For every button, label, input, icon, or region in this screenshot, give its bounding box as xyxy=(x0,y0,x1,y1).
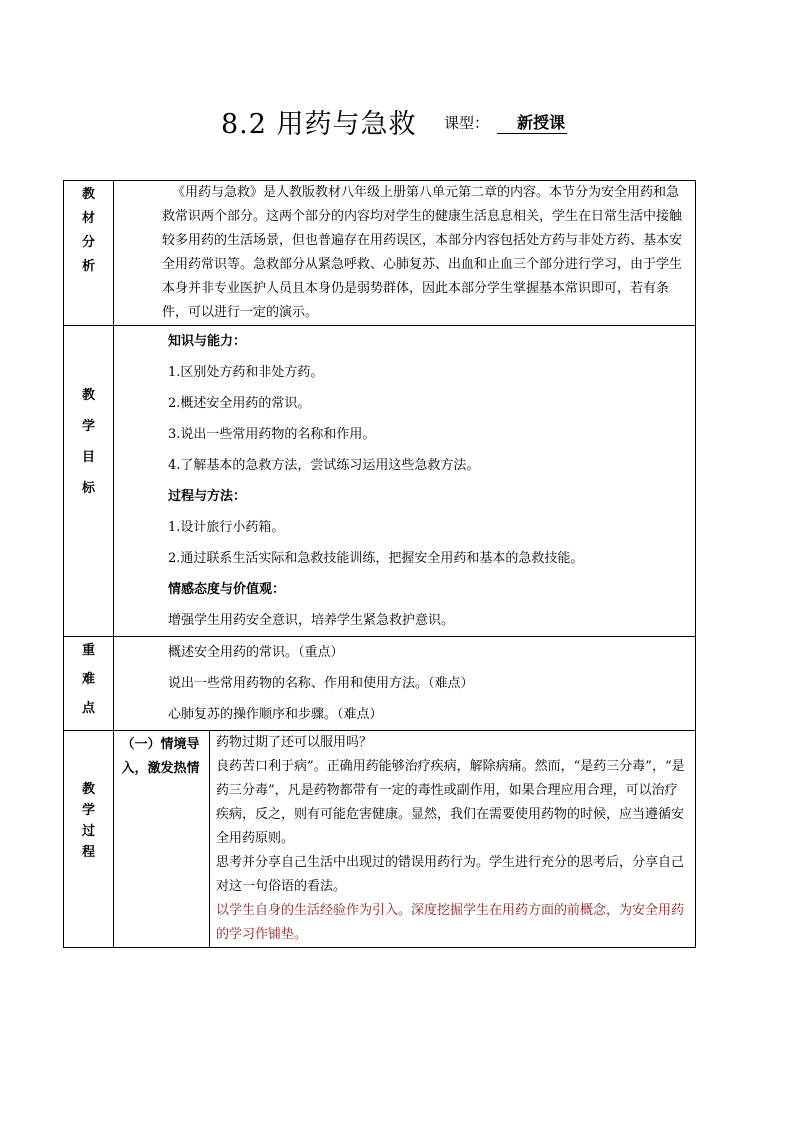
heading-char: 学 xyxy=(81,803,95,818)
material-analysis-heading xyxy=(64,181,114,326)
knowledge-item: 3.说出一些常用药物的名称和作用。 xyxy=(168,427,376,442)
heading-char: 目 xyxy=(81,450,95,465)
heading-char: 析 xyxy=(81,259,95,274)
difficulties-heading xyxy=(64,637,114,731)
heading-char: 点 xyxy=(81,701,95,716)
heading-char: 教 xyxy=(81,782,95,797)
process-method-item: 2.通过联系生活实际和急救技能训练，把握安全用药和基本的急救技能。 xyxy=(168,551,584,566)
process-question: 药物过期了还可以服用吗？ xyxy=(216,735,373,750)
lesson-type-label: 课型： xyxy=(444,114,490,132)
difficulty-item: 心肺复苏的操作顺序和步骤。（难点） xyxy=(168,707,383,722)
emotion-item: 增强学生用药安全意识，培养学生紧急救护意识。 xyxy=(168,613,455,628)
process-step-title: （一）情境导入，激发热情 xyxy=(114,731,210,948)
heading-char: 难 xyxy=(81,672,95,687)
heading-char: 教 xyxy=(81,187,95,202)
heading-char: 过 xyxy=(81,824,95,839)
heading-char: 程 xyxy=(81,845,95,860)
material-analysis-text: 《用药与急救》是人教版教材八年级上册第八单元第二章的内容。本节分为安全用药和急救常识两个部分。这两个部分的内容均对学生的健康生活息息相关，学生在日常生活中接触较多用药的生活场景，但也普遍存在用药误区，本部分内容包括处方药与非处方药、基本安全用药常识等。急救部分从紧急呼救、心肺复苏、出血和止血三个部分进行学习，由于学生本身并非专业医护人员且本身仍是弱势群体，因此本部分学生掌握基本常识即可，若有条件，可以进行一定的演示。 xyxy=(162,185,683,320)
knowledge-heading: 知识与能力： xyxy=(168,334,247,349)
page-title: 8.2 用药与急救 xyxy=(221,109,417,140)
knowledge-item: 2.概述安全用药的常识。 xyxy=(168,396,311,411)
knowledge-item: 4.了解基本的急救方法，尝试练习运用这些急救方法。 xyxy=(168,458,480,473)
difficulty-item: 说出一些常用药物的名称、作用和使用方法。（难点） xyxy=(168,676,474,691)
objectives-row xyxy=(64,326,696,637)
process-design-note: 以学生自身的生活经验作为引入。深度挖掘学生在用药方面的前概念，为安全用药的学习作铺垫。 xyxy=(216,903,685,942)
process-method-heading: 过程与方法： xyxy=(168,489,247,504)
material-analysis-row xyxy=(64,181,696,326)
lesson-plan-table xyxy=(63,180,696,948)
heading-char: 学 xyxy=(81,419,95,434)
objectives-body xyxy=(114,326,696,637)
lesson-type-value: 新授课 xyxy=(497,110,567,134)
heading-char: 重 xyxy=(81,643,95,658)
difficulties-body xyxy=(114,637,696,731)
process-paragraph: 良药苦口利于病”。正确用药能够治疗疾病，解除病痛。然而，“是药三分毒”，“是药三分毒”，凡是药物都带有一定的毒性或副作用，如果合理应用合理，可以治疗疾病，反之，则有可能危害健康。显然，我们在需要使用药物的时候，应当遵循安全用药原则。 xyxy=(216,759,685,846)
heading-char: 材 xyxy=(81,211,95,226)
emotion-heading: 情感态度与价值观： xyxy=(168,582,286,597)
process-method-item: 1.设计旅行小药箱。 xyxy=(168,520,285,535)
heading-char: 分 xyxy=(81,235,95,250)
heading-char: 标 xyxy=(81,481,95,496)
process-step-body xyxy=(210,731,696,948)
process-paragraph: 思考并分享自己生活中出现过的错误用药行为。学生进行充分的思考后，分享自己对这一句俗语的看法。 xyxy=(216,855,685,894)
heading-char: 教 xyxy=(81,388,95,403)
process-row xyxy=(64,731,696,948)
material-analysis-body xyxy=(114,181,696,326)
process-heading xyxy=(64,731,114,948)
difficulties-row xyxy=(64,637,696,731)
knowledge-item: 1.区别处方药和非处方药。 xyxy=(168,365,324,380)
title-row xyxy=(0,100,794,140)
objectives-heading xyxy=(64,326,114,637)
difficulty-item: 概述安全用药的常识。（重点） xyxy=(168,645,344,660)
